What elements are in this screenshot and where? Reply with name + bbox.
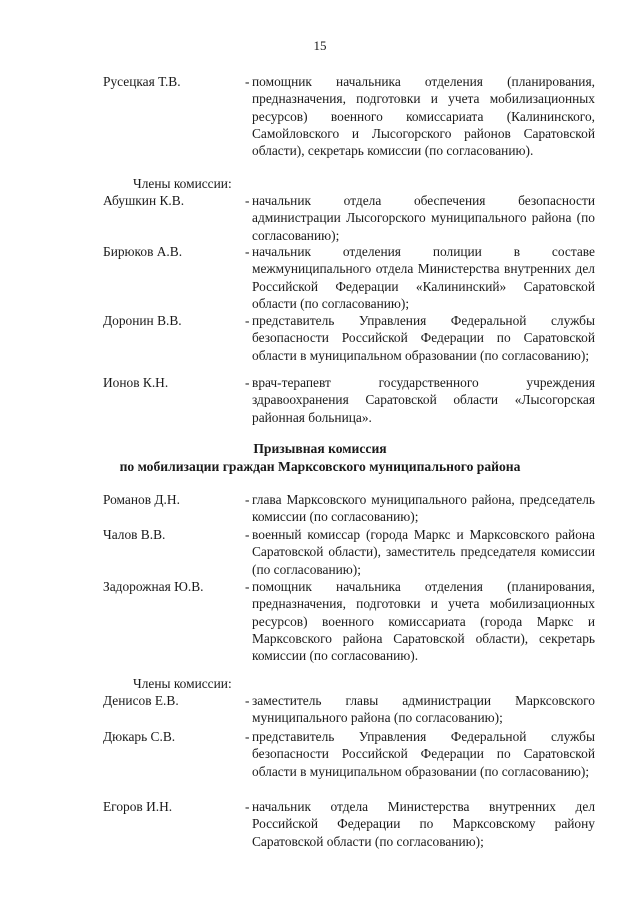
member-description: - представитель Управления Федеральной службы безопасности Российской Федерации по Саратовской области в муниципальном образовании (по согласованию); bbox=[252, 728, 595, 780]
section-title-line2: по мобилизации граждан Марксовского муниципального района bbox=[119, 459, 521, 474]
member-name: Задорожная Ю.В. bbox=[103, 579, 204, 594]
member-name: Бирюков А.В. bbox=[103, 244, 183, 259]
member-name: Ионов К.Н. bbox=[103, 375, 169, 390]
member-description: - глава Марксовского муниципального района, председатель комиссии (по согласованию); bbox=[252, 491, 595, 526]
member-description: - помощник начальника отделения (планирования, предназначения, подготовки и учета мобилизационных ресурсов) военного комиссариата (Калининского, Самойловского и Лысогорского районов Саратовской области), секретарь комиссии (по согласованию). bbox=[252, 73, 595, 159]
section-title-line1: Призывная комиссия bbox=[253, 441, 387, 456]
member-name: Дюкарь С.В. bbox=[103, 729, 176, 744]
member-description: - начальник отдела Министерства внутренних дел Российской Федерации по Марксовскому району Саратовской области (по согласованию); bbox=[252, 798, 595, 850]
member-description: - заместитель главы администрации Марксовского муниципального района (по согласованию); bbox=[252, 692, 595, 727]
member-description: - представитель Управления Федеральной службы безопасности Российской Федерации по Саратовской области в муниципальном образовании (по согласованию); bbox=[252, 312, 595, 364]
member-description: - начальник отдела обеспечения безопасности администрации Лысогорского муниципального района (по согласованию); bbox=[252, 192, 595, 244]
member-description: - помощник начальника отделения (планирования, предназначения, подготовки и учета мобилизационных ресурсов) военного комиссариата (города Маркс и Марксовского района Саратовской области), секретарь комиссии (по согласованию). bbox=[252, 578, 595, 664]
member-description: - начальник отделения полиции в составе межмуниципального отдела Министерства внутренних дел Российской Федерации «Калининский» Саратовской области (по согласованию); bbox=[252, 243, 595, 312]
member-description: - военный комиссар (города Маркс и Марксовского района Саратовской области), заместитель председателя комиссии (по согласованию); bbox=[252, 526, 595, 578]
member-name: Романов Д.Н. bbox=[103, 492, 180, 507]
member-name: Русецкая Т.В. bbox=[103, 74, 181, 89]
member-name: Денисов Е.В. bbox=[103, 693, 179, 708]
members-label-1: Члены комиссии: bbox=[133, 176, 232, 191]
member-name: Чалов В.В. bbox=[103, 527, 166, 542]
member-name: Егоров И.Н. bbox=[103, 799, 173, 814]
member-name: Доронин В.В. bbox=[103, 313, 182, 328]
members-label-2: Члены комиссии: bbox=[133, 676, 232, 691]
page-number: 15 bbox=[313, 38, 327, 53]
member-description: - врач-терапевт государственного учреждения здравоохранения Саратовской области «Лысогорская районная больница». bbox=[252, 374, 595, 426]
member-name: Абушкин К.В. bbox=[103, 193, 185, 208]
